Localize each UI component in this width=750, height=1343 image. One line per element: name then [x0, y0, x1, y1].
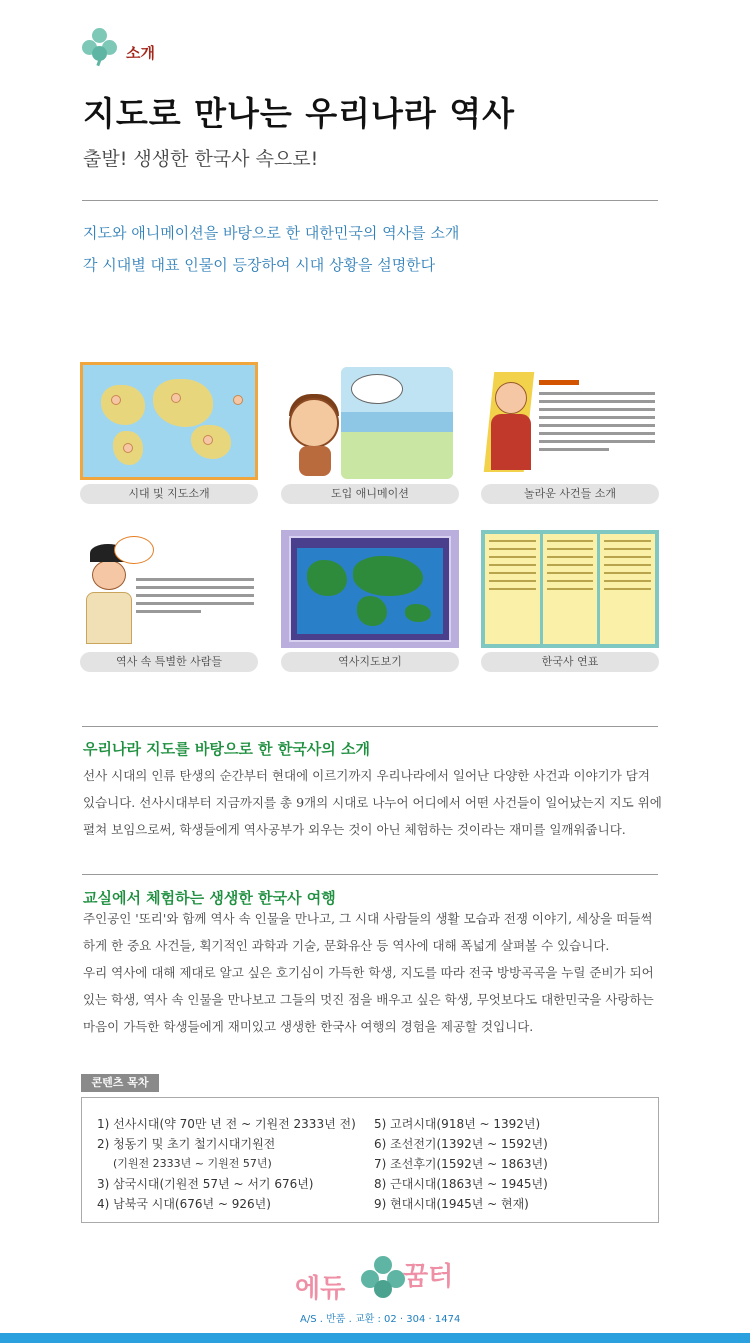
toc-item: 7) 조선후기(1592년 ~ 1863년) [374, 1157, 548, 1171]
gallery-item[interactable] [481, 530, 659, 672]
divider [82, 200, 658, 201]
toc-label: 콘텐츠 목차 [81, 1074, 159, 1092]
body-line: 하게 한 중요 사건들, 획기적인 과학과 기술, 문화유산 등 역사에 대해 폭넓게 살펴볼 수 있습니다. [83, 938, 610, 953]
intro-line: 각 시대별 대표 인물이 등장하여 시대 상황을 설명한다 [83, 256, 436, 274]
toc-item: 5) 고려시대(918년 ~ 1392년) [374, 1117, 541, 1131]
gallery-item[interactable] [80, 362, 258, 504]
world-map-illustration [80, 362, 258, 480]
section-tag [80, 26, 155, 66]
toc-item: 9) 현대시대(1945년 ~ 현재) [374, 1197, 529, 1211]
gallery-caption: 도입 애니메이션 [281, 484, 459, 504]
logo-text-left: 에듀 [295, 1274, 346, 1304]
historical-person-illustration [80, 530, 258, 648]
section-heading: 교실에서 체험하는 생생한 한국사 여행 [83, 889, 336, 907]
toc-item: (기원전 2333년 ~ 기원전 57년) [113, 1157, 272, 1170]
body-line: 주인공인 '또리'와 함께 역사 속 인물을 만나고, 그 시대 사람들의 생활 모습과 전쟁 이야기, 세상을 떠들썩 [83, 911, 653, 926]
logo-text-right: 꿈터 [403, 1262, 454, 1292]
page-title: 지도로 만나는 우리나라 역사 [83, 94, 516, 133]
body-line: 있습니다. 선사시대부터 지금까지를 총 9개의 시대로 나누어 어디에서 어떤 사건들이 일어났는지 지도 위에 [83, 795, 662, 810]
toc-column-left [97, 1114, 356, 1214]
toc-column-right [374, 1114, 548, 1214]
gallery-caption: 시대 및 지도소개 [80, 484, 258, 504]
toc-item: 4) 남북국 시대(676년 ~ 926년) [97, 1197, 271, 1211]
toc-item: 1) 선사시대(약 70만 년 전 ~ 기원전 2333년 전) [97, 1117, 356, 1131]
section-body [83, 905, 663, 1040]
section-tag-label: 소개 [126, 43, 155, 62]
divider [82, 726, 658, 727]
divider [82, 874, 658, 875]
footer-bar [0, 1333, 750, 1343]
brand-logo [295, 1250, 455, 1302]
page-subtitle: 출발! 생생한 한국사 속으로! [83, 148, 319, 170]
event-page-illustration [481, 362, 659, 480]
section-body [83, 762, 663, 843]
cartoon-animation-illustration [281, 362, 459, 480]
gallery-caption: 역사지도보기 [281, 652, 459, 672]
gallery-caption: 한국사 연표 [481, 652, 659, 672]
gallery-item[interactable] [481, 362, 659, 504]
body-line: 우리 역사에 대해 제대로 알고 싶은 호기심이 가득한 학생, 지도를 따라 전국 방방곡곡을 누릴 준비가 되어 [83, 965, 654, 980]
toc-item: 2) 청동기 및 초기 철기시대기원전 [97, 1137, 276, 1151]
intro-line: 지도와 애니메이션을 바탕으로 한 대한민국의 역사를 소개 [83, 224, 460, 242]
gallery-item[interactable] [281, 530, 459, 672]
clover-icon [361, 1256, 405, 1300]
section-heading: 우리나라 지도를 바탕으로 한 한국사의 소개 [83, 740, 370, 758]
toc-box [81, 1097, 659, 1223]
body-line: 선사 시대의 인류 탄생의 순간부터 현대에 이르기까지 우리나라에서 일어난 다양한 사건과 이야기가 담겨 [83, 768, 650, 783]
clover-icon [80, 26, 120, 66]
body-line: 있는 학생, 역사 속 인물을 만나보고 그들의 멋진 점을 배우고 싶은 학생, 무엇보다도 대한민국을 사랑하는 [83, 992, 654, 1007]
intro-text [83, 217, 459, 281]
timeline-illustration [481, 530, 659, 648]
gallery-caption: 역사 속 특별한 사람들 [80, 652, 258, 672]
body-line: 마음이 가득한 학생들에게 재미있고 생생한 한국사 여행의 경험을 제공할 것입니다. [83, 1019, 534, 1034]
gallery-caption: 놀라운 사건들 소개 [481, 484, 659, 504]
toc-item: 3) 삼국시대(기원전 57년 ~ 서기 676년) [97, 1177, 314, 1191]
body-line: 펼쳐 보임으로써, 학생들에게 역사공부가 외우는 것이 아닌 체험하는 것이라는 재미를 일깨워줍니다. [83, 822, 626, 837]
toc-item: 6) 조선전기(1392년 ~ 1592년) [374, 1137, 548, 1151]
gallery-item[interactable] [80, 530, 258, 672]
feature-gallery [80, 362, 660, 676]
toc-item: 8) 근대시대(1863년 ~ 1945년) [374, 1177, 548, 1191]
contact-info: A/S . 반품 . 교환 : 02 · 304 · 1474 [300, 1314, 461, 1325]
gallery-item[interactable] [281, 362, 459, 504]
map-viewer-illustration [281, 530, 459, 648]
